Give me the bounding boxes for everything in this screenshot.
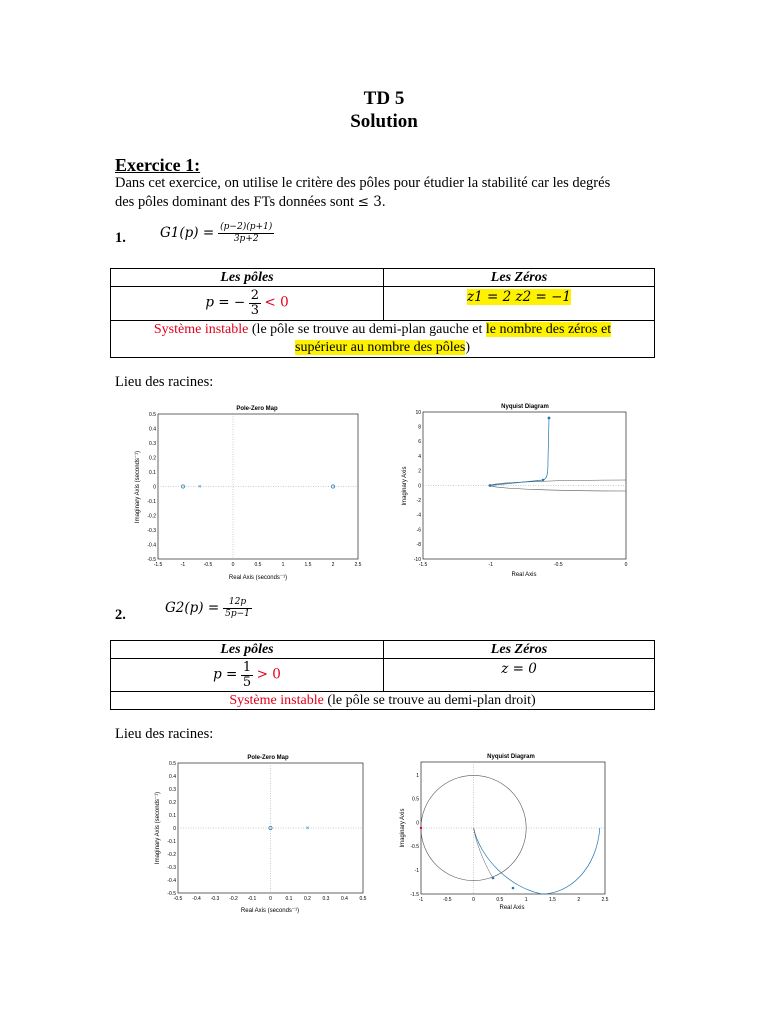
q1-pzmap-xtick-label: -0.5 bbox=[203, 562, 213, 568]
q2-nyquist-ytick-label: 1 bbox=[416, 772, 419, 779]
q1-nyquist-ytick-label: 2 bbox=[418, 468, 421, 475]
q2-pzmap-xtick-label: -0.1 bbox=[247, 896, 257, 902]
q2-nyquist-xtick-label: -0.5 bbox=[442, 897, 452, 903]
q1-pzmap-xtick-label: -1.5 bbox=[153, 562, 163, 568]
q2-pzmap-xlabel: Real Axis (seconds⁻¹) bbox=[240, 908, 300, 914]
q2-pzmap-xtick-label: 0.4 bbox=[341, 896, 348, 902]
q1-pzmap-xticks bbox=[154, 562, 362, 568]
question-2-table bbox=[110, 640, 655, 710]
q2-nyquist-ytick-label: -1.5 bbox=[410, 891, 419, 898]
col-poles-header: Les pôles bbox=[111, 269, 384, 287]
q2-pzmap-xtick-label: 0.2 bbox=[304, 896, 311, 902]
col-zeros-header: Les Zéros bbox=[384, 269, 655, 287]
q1-nyquist-ytick-label: 8 bbox=[418, 424, 421, 431]
q2-pzmap-xtick-label: 0 bbox=[269, 896, 272, 902]
q2-nyquist-xticks bbox=[419, 897, 609, 903]
q2-nyquist-ytick-label: -1 bbox=[414, 868, 419, 874]
q1-pzmap-xtick-label: -1 bbox=[180, 562, 186, 568]
q1-pzmap-ytick-label: 0.3 bbox=[149, 440, 156, 447]
q2-nyquist-curve bbox=[474, 828, 600, 894]
q2-nyquist-critical-point bbox=[420, 827, 422, 829]
exercise-intro bbox=[115, 174, 660, 212]
q1-pzmap-ytick-label: 0.5 bbox=[149, 411, 156, 418]
q2-pzmap-title: Pole-Zero Map bbox=[247, 755, 289, 761]
q2-nyquist-xtick-label: 1.5 bbox=[548, 897, 556, 903]
q1-pzmap-xtick-label: 0.5 bbox=[254, 562, 262, 568]
question-2-function: G2(p) = $\frac{12p}{5p-1}$ bbox=[165, 597, 250, 619]
q2-nyquist-ylabel: Imaginary Axis bbox=[400, 808, 406, 848]
q2-pole-marker: × bbox=[305, 826, 310, 832]
q1-pole-marker: × bbox=[197, 484, 202, 491]
q1-pzmap-ytick-label: 0.2 bbox=[149, 455, 156, 462]
roots-label-1: Lieu des racines: bbox=[115, 374, 214, 390]
q2-pzmap-xtick-label: 0.1 bbox=[285, 896, 293, 902]
q1-pzmap-ytick-label: 0.4 bbox=[149, 426, 156, 433]
q2-pzmap-xtick-label: -0.4 bbox=[192, 896, 201, 902]
q1-nyquist-yticks bbox=[414, 410, 421, 563]
zeros-cell: z = 0 bbox=[384, 659, 655, 692]
q1-nyquist bbox=[395, 400, 635, 585]
q1-pzmap-ytick-label: -0.5 bbox=[147, 556, 156, 563]
q1-pzmap-ytick-label: -0.2 bbox=[147, 513, 156, 520]
q2-pzmap-ytick-label: 0.5 bbox=[169, 760, 176, 767]
q1-pzmap-ytick-label: 0 bbox=[153, 484, 156, 491]
q1-nyquist-ytick-label: 4 bbox=[418, 453, 421, 460]
zeros-cell: z1 = 2 z2 = −1 bbox=[384, 287, 655, 321]
q2-nyquist-xlabel: Real Axis bbox=[499, 905, 525, 911]
q1-pzmap-xtick-label: 1 bbox=[281, 562, 285, 568]
q1-nyquist-xtick-label: -0.5 bbox=[554, 562, 563, 568]
q2-pzmap-xtick-label: -0.3 bbox=[210, 896, 220, 902]
q1-nyquist-ytick-label: -6 bbox=[416, 527, 421, 534]
q1-pzmap-ytick-label: -0.4 bbox=[147, 542, 156, 549]
q2-pzmap-ytick-label: -0.2 bbox=[167, 851, 176, 858]
q1-nyquist-ytick-label: -10 bbox=[413, 556, 421, 563]
q2-nyquist bbox=[395, 748, 615, 916]
q1-nyquist-xtick-label: -1.5 bbox=[418, 562, 428, 568]
q1-nyquist-title: Nyquist Diagram bbox=[501, 404, 549, 410]
q1-pzmap-xtick-label: 0 bbox=[231, 562, 235, 568]
q1-nyquist-ytick-label: 10 bbox=[415, 409, 421, 416]
q2-pzmap-ytick-label: 0.1 bbox=[169, 812, 176, 819]
q2-nyquist-point bbox=[512, 887, 515, 890]
q2-nyquist-ytick-label: 0 bbox=[416, 820, 419, 827]
q1-pzmap-yticks bbox=[147, 412, 156, 563]
poles-cell: p = $\frac{1}{5}$ > 0 bbox=[111, 659, 384, 692]
q1-pzmap-xlabel: Real Axis (seconds⁻¹) bbox=[228, 575, 288, 581]
q1-pzmap-xtick-label: 2 bbox=[331, 562, 335, 568]
q1-nyquist-xtick-label: 0 bbox=[624, 562, 628, 568]
conclusion-cell: Système instable (le pôle se trouve au demi-plan gauche et le nombre des zéros et supérieur au nombre des pôles) bbox=[111, 321, 655, 358]
q2-nyquist-point bbox=[492, 877, 495, 880]
q2-pzmap-ytick-label: 0 bbox=[173, 825, 176, 832]
q1-nyquist-ytick-label: 0 bbox=[418, 483, 421, 490]
q2-pzmap-xtick-label: -0.2 bbox=[229, 896, 238, 902]
q2-nyquist-xtick-label: 0 bbox=[472, 897, 475, 903]
q1-pzmap-ytick-label: -0.1 bbox=[147, 498, 156, 505]
q2-nyquist-mirror-curve bbox=[474, 828, 493, 878]
q2-nyquist-xtick-label: 2 bbox=[577, 897, 581, 903]
intro-line-1: Dans cet exercice, on utilise le critère des pôles pour étudier la stabilité car les degrés bbox=[115, 175, 611, 191]
intro-math: ≤ 3 bbox=[357, 194, 382, 210]
q1-pzmap-ytick-label: 0.1 bbox=[149, 469, 156, 476]
col-zeros-header: Les Zéros bbox=[384, 641, 655, 659]
roots-label-2: Lieu des racines: bbox=[115, 726, 214, 742]
q2-pzmap-ytick-label: -0.5 bbox=[167, 890, 176, 897]
q2-nyquist-xtick-label: 1 bbox=[524, 897, 528, 903]
q2-nyquist-xtick-label: 2.5 bbox=[601, 897, 609, 903]
q2-nyquist-title: Nyquist Diagram bbox=[487, 754, 535, 760]
q2-pzmap-ytick-label: 0.3 bbox=[169, 786, 176, 793]
question-2-fraction: $\frac{12p}{5p-1}$ bbox=[225, 597, 250, 619]
q2-pzmap-xticks bbox=[174, 896, 367, 902]
q2-pzmap-xtick-label: 0.5 bbox=[359, 896, 367, 902]
q1-nyquist-ytick-label: -4 bbox=[416, 512, 421, 519]
q2-pzmap-ylabel: Imaginary Axis (seconds⁻¹) bbox=[155, 791, 161, 865]
poles-cell: p = − $\frac{2}{3}$ < 0 bbox=[111, 287, 384, 321]
q1-pzmap-ylabel: Imaginary Axis (seconds⁻¹) bbox=[135, 450, 141, 524]
q2-pzmap-xtick-label: -0.5 bbox=[173, 896, 183, 902]
q2-nyquist-xtick-label: 0.5 bbox=[496, 897, 504, 903]
q1-nyquist-ytick-label: -2 bbox=[416, 498, 421, 504]
exercise-title: Exercice 1: bbox=[115, 155, 201, 175]
q1-pzmap-xtick-label: 2.5 bbox=[354, 562, 362, 568]
q2-pzmap-ytick-label: -0.3 bbox=[167, 864, 176, 871]
q2-pzmap-ytick-label: 0.2 bbox=[169, 799, 176, 806]
question-1-function: G1(p) = $\frac{(p-2)(p+1)}{3p+2}$ bbox=[160, 222, 273, 244]
q2-pzmap-xtick-label: 0.3 bbox=[322, 896, 330, 902]
q1-nyquist-ytick-label: 6 bbox=[418, 439, 421, 446]
q2-pzmap-ytick-label: -0.4 bbox=[167, 877, 176, 884]
q1-nyquist-ylabel: Imaginary Axis bbox=[402, 466, 408, 506]
q1-nyquist-xtick-label: -1 bbox=[488, 562, 493, 568]
q1-nyquist-ytick-label: -8 bbox=[416, 542, 421, 549]
intro-line-2: des pôles dominant des FTs données sont ≤ 3. bbox=[115, 194, 386, 210]
q2-pzmap-ytick-label: 0.4 bbox=[169, 773, 176, 780]
q1-pzmap bbox=[130, 400, 370, 590]
q2-nyquist-ytick-label: -0.5 bbox=[410, 844, 419, 851]
q2-pzmap bbox=[150, 750, 375, 918]
q1-pzmap-ytick-label: -0.3 bbox=[147, 527, 156, 534]
q2-nyquist-xtick-label: -1 bbox=[418, 897, 424, 903]
q1-nyquist-point bbox=[548, 417, 551, 420]
question-2-number: 2. bbox=[115, 607, 126, 623]
question-1-table bbox=[110, 268, 655, 358]
q1-nyquist-xlabel: Real Axis bbox=[511, 572, 537, 578]
q1-nyquist-point bbox=[489, 484, 492, 487]
q1-nyquist-xticks bbox=[419, 562, 628, 568]
q1-nyquist-curve bbox=[490, 418, 549, 486]
page-subtitle: Solution bbox=[350, 111, 418, 132]
page-title: TD 5 bbox=[363, 88, 405, 109]
q2-nyquist-ytick-label: 0.5 bbox=[412, 796, 419, 803]
q2-nyquist-yticks bbox=[410, 773, 419, 898]
conclusion-cell: Système instable (le pôle se trouve au demi-plan droit) bbox=[111, 692, 655, 710]
question-1-fraction: $\frac{(p-2)(p+1)}{3p+2}$ bbox=[220, 222, 273, 244]
q1-pzmap-title: Pole-Zero Map bbox=[236, 406, 278, 412]
q2-pzmap-yticks bbox=[167, 761, 176, 897]
q2-pzmap-ytick-label: -0.1 bbox=[167, 838, 176, 845]
q1-pzmap-xtick-label: 1.5 bbox=[304, 562, 312, 568]
col-poles-header: Les pôles bbox=[111, 641, 384, 659]
q1-nyquist-point bbox=[542, 479, 544, 481]
question-1-number: 1. bbox=[115, 230, 126, 246]
